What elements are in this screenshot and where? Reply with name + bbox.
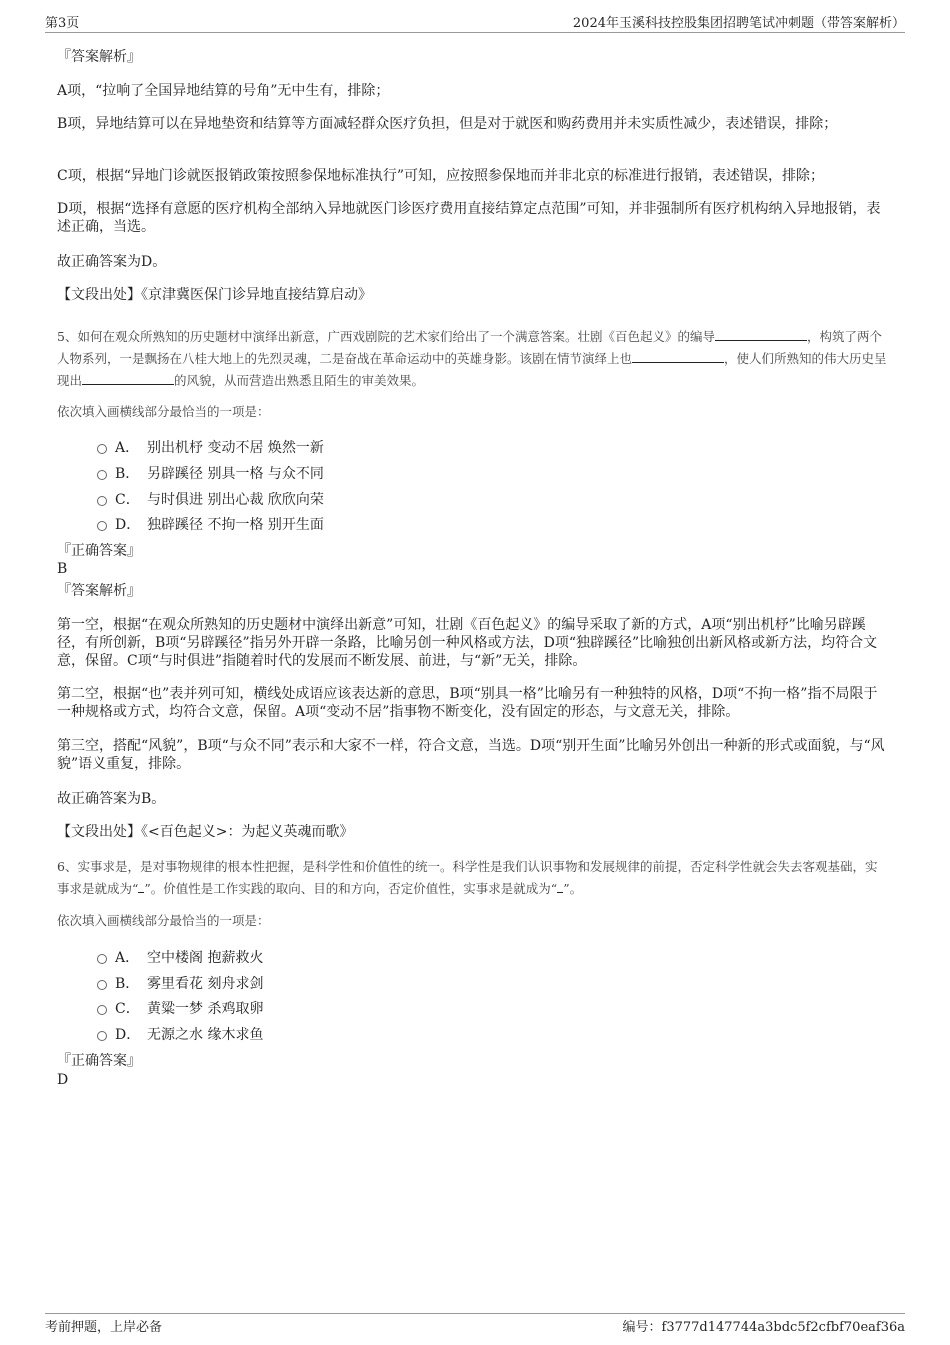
question-5-prompt: 依次填入画横线部分最恰当的一项是：	[57, 404, 270, 419]
radio-icon[interactable]	[97, 521, 107, 531]
option-label: C．	[115, 1001, 140, 1017]
option-text: 无源之水 缘木求鱼	[147, 1027, 264, 1043]
fill-blank	[715, 328, 807, 341]
source-citation: 【文段出处】《<百色起义>：为起义英魂而歌》	[57, 824, 354, 840]
option-b[interactable]	[97, 973, 263, 993]
correct-answer: B	[57, 561, 68, 577]
option-label: B．	[115, 466, 140, 482]
option-c[interactable]	[97, 998, 263, 1018]
page-footer	[45, 1313, 905, 1338]
option-d[interactable]	[97, 1024, 263, 1044]
analysis-label: 『答案解析』	[57, 583, 141, 599]
option-a[interactable]	[97, 947, 263, 967]
option-label: B．	[115, 976, 140, 992]
conclusion: 故正确答案为B。	[57, 791, 166, 807]
radio-icon[interactable]	[97, 1005, 107, 1015]
analysis-option-d: D项，根据“选择有意愿的医疗机构全部纳入异地就医门诊医疗费用直接结算定点范围”可知，并非强制所有医疗机构纳入异地报销，表述正确，当选。	[57, 201, 881, 235]
option-text: 与时俱进 别出心裁 欣欣向荣	[147, 492, 324, 508]
option-label: D．	[115, 1027, 141, 1043]
page-number: 第3页	[45, 16, 80, 31]
option-label: A．	[115, 950, 140, 966]
source-citation: 【文段出处】《京津冀医保门诊异地直接结算启动》	[57, 287, 372, 303]
option-text: 雾里看花 刻舟求剑	[147, 976, 264, 992]
analysis-option-a: A项，“拉响了全国异地结算的号角”无中生有，排除；	[57, 83, 390, 99]
analysis-paragraph: 第一空，根据“在观众所熟知的历史题材中演绎出新意”可知，壮剧《百色起义》的编导采取了新的方式，A项“别出机杼”比喻另辟蹊径，有所创新，B项“另辟蹊径”指另外开辟一条路，比喻另创一种风格或方法，D项“独辟蹊径”比喻独创出新风格或新方法，均符合文意，保留。C项“与时俱进”指随着时代的发展而不断发展、前进，与“新”无关，排除。	[57, 617, 878, 669]
radio-icon[interactable]	[97, 496, 107, 506]
option-d[interactable]	[97, 514, 324, 534]
conclusion: 故正确答案为D。	[57, 254, 167, 270]
question-6-prompt: 依次填入画横线部分最恰当的一项是：	[57, 913, 270, 928]
option-label: C．	[115, 492, 140, 508]
option-text: 独辟蹊径 不拘一格 别开生面	[147, 517, 324, 533]
option-text: 空中楼阁 抱薪救火	[147, 950, 264, 966]
analysis-label: 『答案解析』	[57, 49, 141, 65]
document-id: 编号：f3777d147744a3bdc5f2cfbf70eaf36a	[622, 1320, 905, 1335]
correct-answer: D	[57, 1072, 69, 1088]
option-text: 别出机杼 变动不居 焕然一新	[147, 440, 324, 456]
question-6-stem: 6、实事求是，是对事物规律的根本性把握，是科学性和价值性的统一。科学性是我们认识事物和发展规律的前提，否定科学性就会失去客观基础，实事求是就成为“ ”。价值性是工作实践的取向、目的和方向，否定价值性，实事求是就成为“ ”。	[57, 859, 878, 896]
correct-answer-label: 『正确答案』	[57, 543, 141, 559]
radio-icon[interactable]	[97, 1031, 107, 1041]
page-header	[45, 12, 905, 33]
analysis-paragraph: 第二空，根据“也”表并列可知，横线处成语应该表达新的意思，B项“别具一格”比喻另有一种独特的风格，D项“不拘一格”指不局限于一种规格或方式，均符合文意，保留。A项“变动不居”指事物不断变化，没有固定的形态，与文意无关，排除。	[57, 686, 878, 720]
radio-icon[interactable]	[97, 954, 107, 964]
fill-blank	[82, 372, 174, 385]
footer-slogan: 考前押题，上岸必备	[45, 1320, 163, 1335]
option-text: 另辟蹊径 别具一格 与众不同	[147, 466, 324, 482]
option-text: 黄粱一梦 杀鸡取卵	[147, 1001, 264, 1017]
radio-icon[interactable]	[97, 980, 107, 990]
option-a[interactable]	[97, 437, 324, 457]
analysis-paragraph: 第三空，搭配“风貌”，B项“与众不同”表示和大家不一样，符合文意，当选。D项“别开生面”比喻另外创出一种新的形式或面貌，与“风貌”语义重复，排除。	[57, 738, 885, 772]
option-label: D．	[115, 517, 141, 533]
radio-icon[interactable]	[97, 470, 107, 480]
option-label: A．	[115, 440, 140, 456]
option-b[interactable]	[97, 463, 324, 483]
analysis-option-c: C项，根据“异地门诊就医报销政策按照参保地标准执行”可知，应按照参保地而并非北京的标准进行报销，表述错误，排除；	[57, 168, 825, 184]
correct-answer-label: 『正确答案』	[57, 1053, 141, 1069]
question-5-stem: 5、如何在观众所熟知的历史题材中演绎出新意，广西戏剧院的艺术家们给出了一个满意答案。壮剧《百色起义》的编导 ，构筑了两个人物系列，一是飘扬在八桂大地上的先烈灵魂，二是奋战在革命运动中的英雄身影。该剧在情节演绎上也 ，使人们所熟知的伟大历史呈现出 的风貌，从而营造出熟悉且陌生的审美效果。	[57, 329, 887, 388]
fill-blank	[632, 350, 724, 363]
document-title: 2024年玉溪科技控股集团招聘笔试冲刺题（带答案解析）	[572, 16, 905, 31]
radio-icon[interactable]	[97, 444, 107, 454]
option-c[interactable]	[97, 489, 324, 509]
analysis-option-b: B项，异地结算可以在异地垫资和结算等方面减轻群众医疗负担，但是对于就医和购药费用并未实质性减少，表述错误，排除；	[57, 116, 838, 132]
